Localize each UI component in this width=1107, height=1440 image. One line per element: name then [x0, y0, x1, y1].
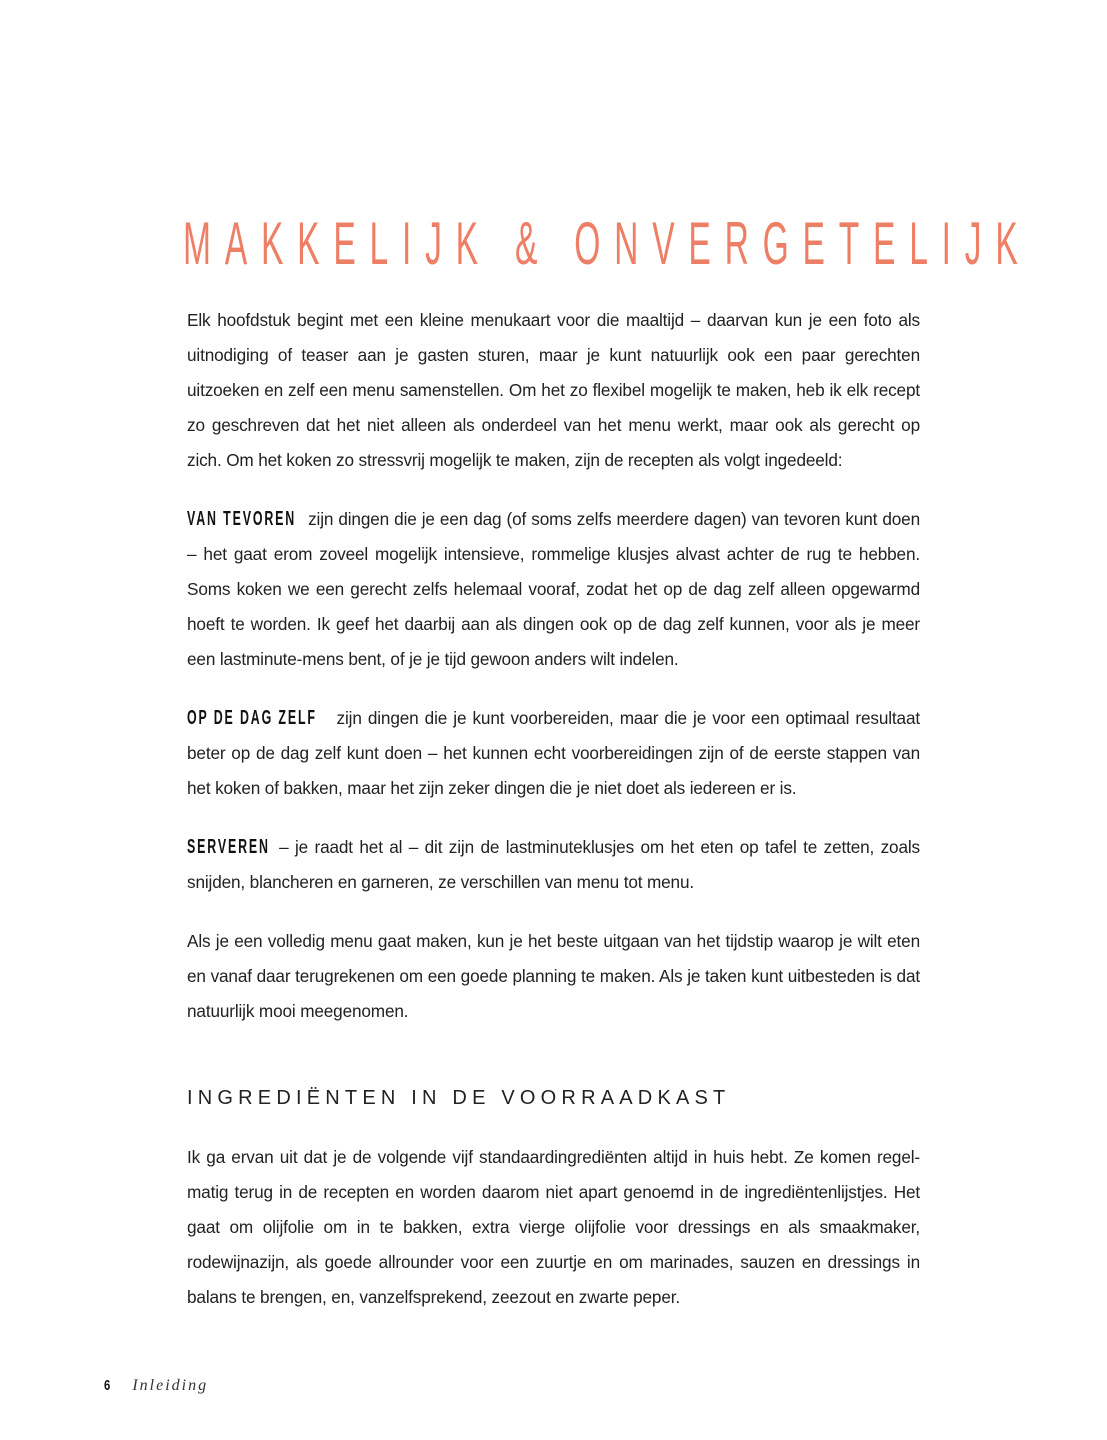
chapter-name: Inleiding	[132, 1377, 209, 1394]
intro-paragraph: Elk hoofdstuk begint met een kleine menukaart voor die maaltijd – daarvan kun je een foto als uitnodiging of teaser aan je gasten sturen, maar je kunt natuurlijk ook een paar gerechten uitzoeken en zelf een menu samenstellen. Om het zo flexibel mogelijk te maken, heb ik elk recept zo geschreven dat het niet alleen als onderdeel van het menu werkt, maar ook als gerecht op zich. Om het koken zo stressvrij mogelijk te maken, zijn de recepten als volgt ingedeeld:	[187, 310, 920, 470]
section-paragraph: Ik ga ervan uit dat je de volgende vijf standaardingrediënten altijd in huis hebt. Ze komen regel-matig terug in de recepten en worden daarom niet apart genoemd in de ingrediëntenlijstjes. Het gaat om olijfolie om in te bakken, extra vierge olijfolie voor dressings en als smaakmaker, rodewijnazijn, als goede allrounder voor een zuurtje en om marinades, sauzen en dressings in balans te brengen, en, vanzelfsprekend, zeezout en zwarte peper.	[187, 1147, 920, 1307]
definition-serveren	[187, 830, 920, 900]
body-content	[187, 303, 920, 1339]
definition-text: zijn dingen die je kunt voorbereiden, maar die je voor een optimaal resultaat beter op de dag zelf kunt doen – het kunnen echt voorbereidingen zijn of de eerste stappen van het koken of bakken, maar het zijn zeker dingen die je niet doet als iedereen er is.	[187, 708, 920, 798]
definition-term: OP DE DAG ZELF	[187, 707, 317, 729]
page-footer	[104, 1377, 208, 1395]
definition-text: zijn dingen die je een dag (of soms zelfs meerdere dagen) van tevoren kunt doen – het gaat erom zoveel mogelijk intensieve, rommelige klusjes alvast achter de rug te hebben. Soms koken we een gerecht zelfs helemaal vooraf, zodat het op de dag zelf alleen opgewarmd hoeft te worden. Ik geef het daarbij aan als dingen ook op de dag zelf kunnen, voor als je meer een lastminute-mens bent, of je je tijd gewoon anders wilt indelen.	[187, 509, 920, 669]
section-heading: INGREDIËNTEN IN DE VOORRAADKAST	[187, 1087, 731, 1109]
page-title: MAKKELIJK & ONVERGETELIJK	[183, 210, 1032, 277]
page-number: 6	[104, 1377, 111, 1394]
definition-text: – je raadt het al – dit zijn de lastminuteklusjes om het eten op tafel te zetten, zoals snijden, blancheren en garneren, ze verschillen van menu tot menu.	[187, 837, 920, 892]
definition-term: SERVEREN	[187, 836, 270, 858]
definition-op-de-dag-zelf	[187, 701, 920, 806]
definition-van-tevoren	[187, 502, 920, 677]
definition-term: VAN TEVOREN	[187, 508, 297, 530]
planning-paragraph: Als je een volledig menu gaat maken, kun je het beste uitgaan van het tijdstip waarop je wilt eten en vanaf daar terugrekenen om een goede planning te maken. Als je taken kunt uitbesteden is dat natuurlijk mooi meegenomen.	[187, 931, 920, 1021]
